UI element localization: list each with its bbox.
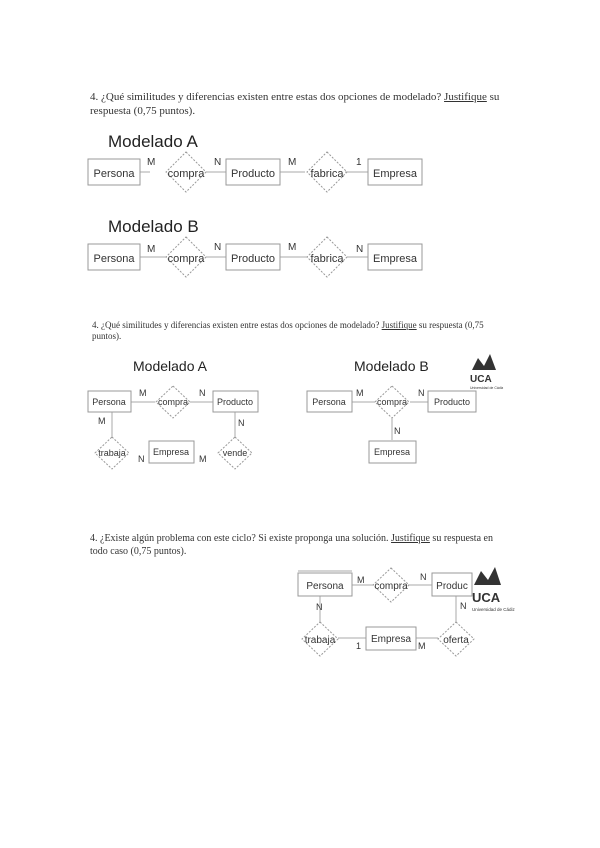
relation-label: compra — [157, 397, 189, 407]
question-1-before: 4. ¿Qué similitudes y diferencias existen entre estas dos opciones de modelado? — [90, 91, 445, 103]
relation-compra — [156, 386, 190, 418]
relation-label: fabrica — [310, 168, 344, 180]
entity-label: Empresa — [152, 447, 190, 457]
relation-compra — [375, 386, 409, 418]
relation-label: compra — [376, 397, 408, 407]
uca-logo-text: UCA — [470, 374, 492, 385]
entity-empresa — [368, 244, 422, 270]
question-3-after: su respuesta en todo caso (0,75 puntos). — [90, 533, 493, 557]
entity-producto — [226, 244, 280, 270]
relation-fabrica — [307, 152, 347, 192]
cardinality: M — [418, 641, 426, 651]
entity-empresa — [366, 627, 416, 650]
entity-empresa — [368, 159, 422, 185]
entity-label: Producto — [216, 397, 254, 407]
diagram-a-title: Modelado A — [108, 132, 198, 151]
relation-compra — [166, 237, 206, 277]
diagram-b — [88, 237, 422, 277]
cardinality: M — [288, 157, 297, 168]
relation-label: vende — [222, 448, 248, 458]
entity-label: Producto — [230, 168, 276, 180]
entity-label: Empresa — [370, 634, 412, 645]
entity-persona — [298, 573, 352, 596]
diagram-c-title: Modelado A — [133, 358, 207, 374]
cardinality: N — [460, 601, 467, 611]
cardinality: M — [356, 388, 364, 398]
entity-label: Producto — [433, 397, 471, 407]
relation-vende — [218, 437, 252, 469]
cardinality: N — [418, 388, 425, 398]
cardinality: N — [356, 244, 364, 255]
entity-label: Produc — [436, 581, 468, 592]
question-1-justify: Justifique — [444, 91, 487, 103]
entity-persona — [88, 391, 131, 412]
diagram-a — [88, 152, 422, 192]
uca-logo-top — [470, 354, 504, 390]
cardinality: 1 — [356, 157, 362, 168]
entity-persona — [88, 244, 140, 270]
diagram-c — [88, 386, 258, 469]
entity-producto — [226, 159, 280, 185]
entity-label: Empresa — [373, 447, 411, 457]
relation-trabaja — [95, 437, 129, 469]
uca-logo-text: UCA — [472, 590, 501, 605]
entity-label: Persona — [93, 253, 135, 265]
entity-label: Persona — [92, 397, 126, 407]
uca-emblem-icon — [474, 567, 501, 585]
relation-label: compra — [374, 581, 408, 592]
relation-label: compra — [167, 168, 205, 180]
question-3-justify: Justifique — [391, 533, 430, 544]
relation-oferta — [438, 622, 474, 656]
uca-logo-bottom — [472, 567, 516, 612]
entity-empresa — [149, 441, 194, 463]
cardinality: N — [214, 157, 222, 168]
relation-label: trabaja — [98, 448, 126, 458]
uca-emblem-icon — [472, 354, 496, 370]
relation-compra — [373, 568, 409, 602]
entity-persona — [307, 391, 352, 412]
relation-trabaja — [302, 622, 338, 656]
question-3-before: 4. ¿Existe algún problema con este ciclo? Si existe proponga una solución. — [90, 533, 392, 544]
question-2-after: su respuesta (0,75 puntos). — [92, 320, 484, 342]
question-1-after: su respuesta (0,75 puntos). — [90, 91, 500, 117]
cardinality: M — [147, 244, 156, 255]
question-2-justify: Justifique — [381, 320, 417, 330]
relation-fabrica — [307, 237, 347, 277]
cardinality: N — [138, 454, 145, 464]
diagram-d-title: Modelado B — [354, 358, 429, 374]
entity-label: Persona — [312, 397, 346, 407]
cardinality: N — [394, 426, 401, 436]
diagram-b-title: Modelado B — [108, 217, 199, 236]
relation-label: oferta — [443, 635, 469, 646]
cardinality: N — [420, 572, 427, 582]
diagram-e — [298, 568, 474, 656]
cardinality: M — [199, 454, 207, 464]
diagram-d — [307, 386, 476, 463]
entity-label: Empresa — [372, 253, 418, 265]
entity-label: Persona — [93, 168, 135, 180]
entity-label: Producto — [230, 253, 276, 265]
entity-producto — [213, 391, 258, 412]
entity-producto — [432, 573, 472, 596]
uca-logo-subtitle: Universidad de Cádiz — [470, 386, 504, 390]
cardinality: N — [238, 418, 245, 428]
question-2-before: 4. ¿Qué similitudes y diferencias existen entre estas dos opciones de modelado? — [92, 320, 382, 330]
entity-persona — [88, 159, 140, 185]
cardinality: N — [214, 242, 222, 253]
relation-compra — [166, 152, 206, 192]
entity-label: Persona — [306, 581, 344, 592]
entity-producto — [428, 391, 476, 412]
relation-label: compra — [167, 253, 205, 265]
cardinality: N — [316, 602, 323, 612]
cardinality: M — [357, 575, 365, 585]
relation-label: fabrica — [310, 253, 344, 265]
cardinality: 1 — [356, 641, 362, 651]
cardinality: M — [139, 388, 147, 398]
cardinality: N — [199, 388, 206, 398]
uca-logo-subtitle: Universidad de Cádiz — [472, 607, 515, 612]
cardinality: M — [98, 416, 106, 426]
relation-label: trabaja — [304, 635, 336, 646]
entity-empresa — [369, 441, 416, 463]
cardinality: M — [147, 157, 156, 168]
cardinality: M — [288, 242, 297, 253]
entity-label: Empresa — [372, 168, 418, 180]
